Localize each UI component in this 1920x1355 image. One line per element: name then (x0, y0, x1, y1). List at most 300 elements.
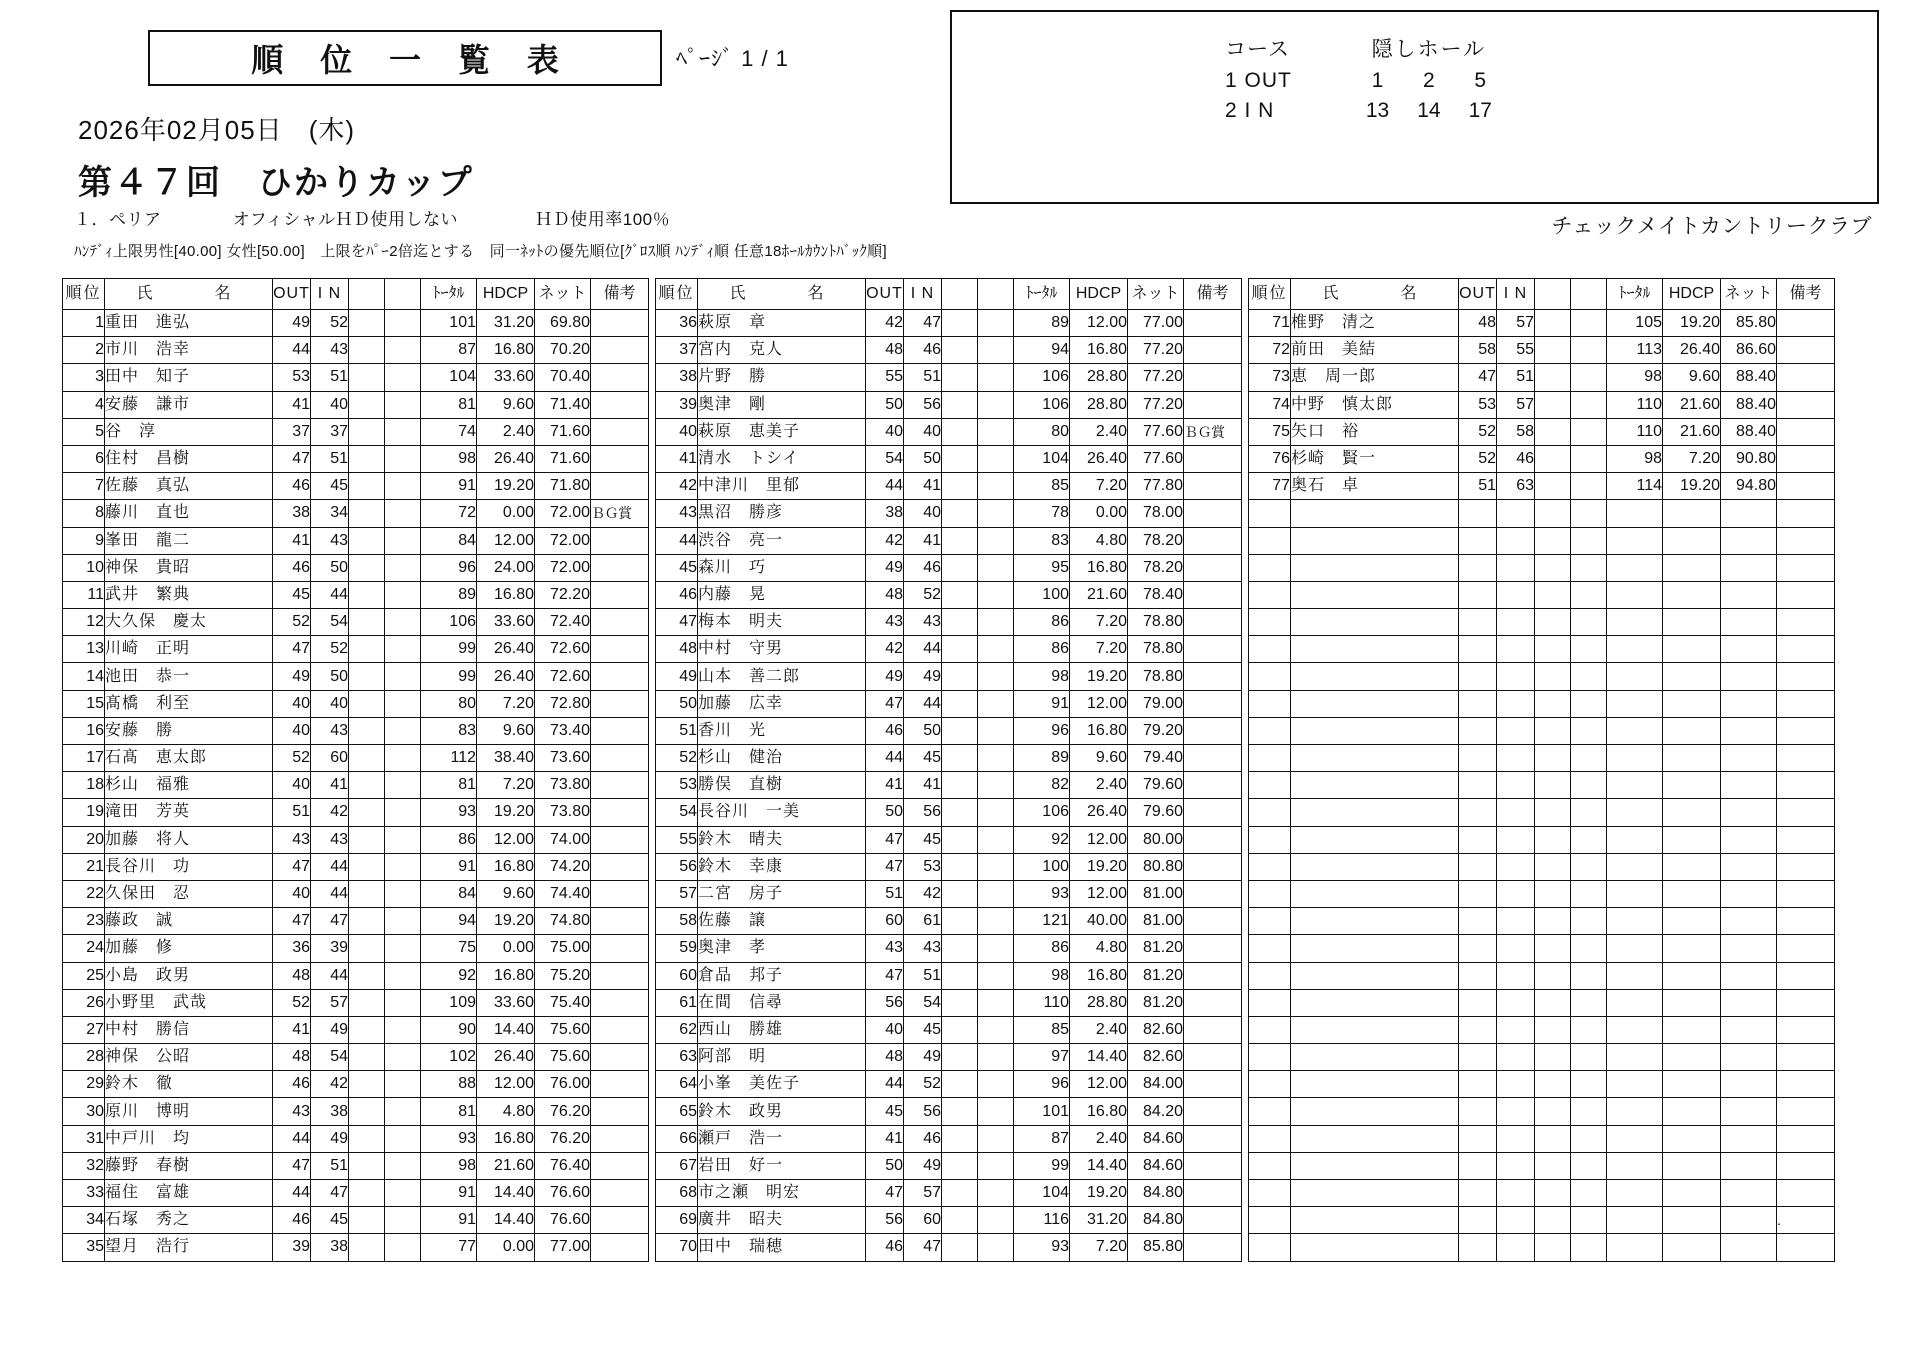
score-note: . (1777, 1207, 1835, 1234)
blank-cell-1 (942, 337, 978, 364)
score-net (1721, 1152, 1777, 1179)
score-total: 109 (421, 989, 477, 1016)
player-rank: 49 (656, 663, 698, 690)
player-name (1291, 1016, 1459, 1043)
score-total: 116 (1014, 1207, 1070, 1234)
table-row (63, 826, 649, 853)
score-in: 43 (311, 826, 349, 853)
score-total: 80 (1014, 418, 1070, 445)
score-note (591, 636, 649, 663)
hidden-hole: 17 (1468, 99, 1492, 122)
score-out: 53 (1459, 391, 1497, 418)
blank-cell-1 (349, 717, 385, 744)
player-name (1291, 880, 1459, 907)
score-out: 40 (273, 690, 311, 717)
score-total (1607, 745, 1663, 772)
player-rank: 34 (63, 1207, 105, 1234)
score-hdcp: 31.20 (1070, 1207, 1128, 1234)
blank-cell-1 (349, 581, 385, 608)
player-name (1291, 690, 1459, 717)
table-row (656, 717, 1242, 744)
blank-column-header-1 (942, 279, 978, 310)
score-net: 79.60 (1128, 772, 1184, 799)
score-note (1184, 962, 1242, 989)
score-hdcp (1663, 554, 1721, 581)
blank-cell-1 (349, 1125, 385, 1152)
score-note (1777, 880, 1835, 907)
score-out: 52 (273, 989, 311, 1016)
player-rank (1249, 962, 1291, 989)
score-out: 49 (866, 663, 904, 690)
score-net: 78.80 (1128, 609, 1184, 636)
score-total: 82 (1014, 772, 1070, 799)
blank-cell-1 (349, 1098, 385, 1125)
score-in: 46 (904, 554, 942, 581)
blank-cell-1 (349, 745, 385, 772)
player-rank (1249, 554, 1291, 581)
score-in: 41 (904, 473, 942, 500)
score-hdcp (1663, 609, 1721, 636)
player-name: 原川 博明 (105, 1098, 273, 1125)
score-hdcp: 12.00 (1070, 880, 1128, 907)
player-rank (1249, 1125, 1291, 1152)
score-in: 43 (904, 935, 942, 962)
score-net: 90.80 (1721, 445, 1777, 472)
score-in (1497, 1152, 1535, 1179)
score-net: 74.20 (535, 853, 591, 880)
player-name: 加藤 広幸 (698, 690, 866, 717)
table-row (656, 989, 1242, 1016)
score-hdcp (1663, 1125, 1721, 1152)
score-out (1459, 1016, 1497, 1043)
score-hdcp: 7.20 (1070, 609, 1128, 636)
blank-cell-2 (978, 445, 1014, 472)
player-rank: 40 (656, 418, 698, 445)
score-in: 41 (904, 527, 942, 554)
score-note (591, 609, 649, 636)
score-note (1777, 445, 1835, 472)
score-in: 45 (311, 1207, 349, 1234)
blank-cell-1 (942, 908, 978, 935)
table-row (63, 1152, 649, 1179)
blank-cell-2 (385, 527, 421, 554)
blank-cell-2 (1571, 799, 1607, 826)
table-row (63, 690, 649, 717)
score-in: 45 (904, 826, 942, 853)
score-total (1607, 826, 1663, 853)
score-net: 74.80 (535, 908, 591, 935)
score-hdcp: 7.20 (1070, 473, 1128, 500)
player-name: 奥津 剛 (698, 391, 866, 418)
table-row (656, 418, 1242, 445)
score-note (1777, 337, 1835, 364)
blank-cell-2 (1571, 935, 1607, 962)
score-total: 93 (421, 799, 477, 826)
score-hdcp: 26.40 (1663, 337, 1721, 364)
score-in: 61 (904, 908, 942, 935)
score-note (1777, 745, 1835, 772)
score-out: 56 (866, 989, 904, 1016)
blank-cell-1 (942, 391, 978, 418)
player-rank: 4 (63, 391, 105, 418)
table-row (656, 500, 1242, 527)
course-row (1217, 66, 1506, 96)
player-rank: 41 (656, 445, 698, 472)
score-out: 47 (866, 1180, 904, 1207)
table-row (1249, 418, 1835, 445)
score-note (1777, 799, 1835, 826)
score-note (1184, 1152, 1242, 1179)
score-note (1777, 908, 1835, 935)
score-note (591, 690, 649, 717)
score-in: 56 (904, 799, 942, 826)
blank-cell-2 (385, 310, 421, 337)
score-net: 73.80 (535, 772, 591, 799)
score-out: 50 (866, 799, 904, 826)
score-out: 48 (866, 581, 904, 608)
table-row (1249, 1207, 1835, 1234)
score-total: 110 (1014, 989, 1070, 1016)
blank-column-header-2 (1571, 279, 1607, 310)
blank-cell-2 (978, 690, 1014, 717)
player-rank (1249, 908, 1291, 935)
score-note (1777, 609, 1835, 636)
score-out: 40 (866, 418, 904, 445)
blank-cell-1 (1535, 1016, 1571, 1043)
score-in: 52 (311, 636, 349, 663)
score-out: 48 (1459, 310, 1497, 337)
table-row (63, 772, 649, 799)
blank-cell-1 (349, 500, 385, 527)
blank-cell-1 (1535, 1044, 1571, 1071)
score-note (1777, 310, 1835, 337)
blank-cell-1 (349, 1207, 385, 1234)
score-table-3 (1248, 278, 1835, 1262)
player-name (1291, 581, 1459, 608)
score-note (1184, 1098, 1242, 1125)
blank-column-header-1 (1535, 279, 1571, 310)
out-column-header: OUT (1459, 279, 1497, 310)
score-note (591, 364, 649, 391)
score-net: 73.80 (535, 799, 591, 826)
score-in: 41 (904, 772, 942, 799)
blank-cell-1 (942, 445, 978, 472)
table-row (63, 554, 649, 581)
score-total: 100 (1014, 853, 1070, 880)
score-hdcp: 19.20 (477, 908, 535, 935)
score-note (1184, 581, 1242, 608)
score-in: 40 (904, 500, 942, 527)
score-net (1721, 1234, 1777, 1261)
score-in: 38 (311, 1234, 349, 1261)
score-total: 92 (1014, 826, 1070, 853)
score-hdcp (1663, 826, 1721, 853)
score-total (1607, 989, 1663, 1016)
score-total: 81 (421, 1098, 477, 1125)
blank-cell-2 (385, 581, 421, 608)
blank-cell-2 (978, 908, 1014, 935)
score-hdcp: 21.60 (1070, 581, 1128, 608)
blank-cell-2 (1571, 418, 1607, 445)
score-net (1721, 772, 1777, 799)
score-net (1721, 500, 1777, 527)
score-in (1497, 1234, 1535, 1261)
score-in (1497, 1016, 1535, 1043)
player-name: 梅本 明夫 (698, 609, 866, 636)
score-total: 96 (1014, 1071, 1070, 1098)
score-hdcp: 19.20 (1070, 663, 1128, 690)
blank-cell-1 (349, 663, 385, 690)
score-total: 101 (421, 310, 477, 337)
score-total: 78 (1014, 500, 1070, 527)
player-name: 二宮 房子 (698, 880, 866, 907)
blank-cell-1 (942, 1098, 978, 1125)
score-hdcp: 28.80 (1070, 989, 1128, 1016)
blank-cell-2 (1571, 1234, 1607, 1261)
score-out: 44 (273, 1180, 311, 1207)
blank-cell-1 (349, 853, 385, 880)
table-row (656, 1152, 1242, 1179)
player-name: 佐藤 真弘 (105, 473, 273, 500)
blank-cell-1 (349, 1152, 385, 1179)
table-row (656, 908, 1242, 935)
score-in: 51 (311, 364, 349, 391)
hidden-hole: 13 (1365, 99, 1390, 122)
blank-cell-1 (942, 636, 978, 663)
player-rank: 75 (1249, 418, 1291, 445)
score-in: 38 (311, 1098, 349, 1125)
score-in (1497, 772, 1535, 799)
blank-cell-2 (385, 473, 421, 500)
blank-cell-2 (1571, 1207, 1607, 1234)
player-rank (1249, 772, 1291, 799)
player-name: 藤政 誠 (105, 908, 273, 935)
player-rank: 8 (63, 500, 105, 527)
score-in: 49 (904, 663, 942, 690)
score-out: 43 (273, 1098, 311, 1125)
blank-cell-1 (942, 772, 978, 799)
score-note (1777, 473, 1835, 500)
score-net: 73.60 (535, 745, 591, 772)
score-in (1497, 1207, 1535, 1234)
table-row (63, 853, 649, 880)
score-out: 42 (866, 527, 904, 554)
score-net: 77.20 (1128, 337, 1184, 364)
player-rank: 11 (63, 581, 105, 608)
table-row (656, 799, 1242, 826)
player-rank: 32 (63, 1152, 105, 1179)
score-net (1721, 554, 1777, 581)
score-in: 54 (311, 1044, 349, 1071)
blank-cell-2 (1571, 1152, 1607, 1179)
score-in: 34 (311, 500, 349, 527)
score-net: 88.40 (1721, 391, 1777, 418)
score-in (1497, 935, 1535, 962)
score-net: 76.40 (535, 1152, 591, 1179)
score-out: 60 (866, 908, 904, 935)
score-net (1721, 745, 1777, 772)
score-hdcp (1663, 989, 1721, 1016)
score-total: 113 (1607, 337, 1663, 364)
score-in: 52 (904, 581, 942, 608)
score-net: 84.80 (1128, 1207, 1184, 1234)
player-rank: 37 (656, 337, 698, 364)
player-name: 萩原 章 (698, 310, 866, 337)
score-out: 47 (866, 826, 904, 853)
player-rank: 67 (656, 1152, 698, 1179)
player-rank: 47 (656, 609, 698, 636)
player-rank: 70 (656, 1234, 698, 1261)
player-name: 片野 勝 (698, 364, 866, 391)
blank-cell-2 (1571, 473, 1607, 500)
blank-cell-1 (349, 1016, 385, 1043)
hdcp-column-header: HDCP (1070, 279, 1128, 310)
score-hdcp: 38.40 (477, 745, 535, 772)
table-row (656, 663, 1242, 690)
score-in: 45 (904, 745, 942, 772)
player-rank: 50 (656, 690, 698, 717)
score-in: 44 (311, 880, 349, 907)
player-name: 峯田 龍二 (105, 527, 273, 554)
score-out (1459, 1044, 1497, 1071)
player-name (1291, 527, 1459, 554)
score-in (1497, 826, 1535, 853)
score-hdcp: 21.60 (1663, 391, 1721, 418)
player-name: 住村 昌樹 (105, 445, 273, 472)
score-hdcp: 0.00 (477, 1234, 535, 1261)
score-net (1721, 826, 1777, 853)
score-hdcp: 0.00 (1070, 500, 1128, 527)
score-net: 84.60 (1128, 1152, 1184, 1179)
table-row (656, 1098, 1242, 1125)
rule-hd-rate: ＨＤ使用率100％ (535, 210, 671, 229)
score-net: 72.80 (535, 690, 591, 717)
handicap-note: ﾊﾝﾃﾞｨ上限男性[40.00] 女性[50.00] 上限をﾊﾟｰ2倍迄とする 同一ﾈｯﾄの優先順位[ｸﾞﾛｽ順 ﾊﾝﾃﾞｨ順 任意18ﾎｰﾙｶｳﾝﾄﾊﾞｯｸ順] (74, 243, 887, 260)
blank-cell-1 (1535, 880, 1571, 907)
blank-cell-2 (385, 364, 421, 391)
score-net: 74.00 (535, 826, 591, 853)
score-net (1721, 908, 1777, 935)
in-column-header: I N (1497, 279, 1535, 310)
blank-cell-1 (349, 1044, 385, 1071)
player-name: 池田 恭一 (105, 663, 273, 690)
score-net: 76.60 (535, 1207, 591, 1234)
score-note (591, 1234, 649, 1261)
rule-line (74, 205, 670, 230)
player-name: 谷 淳 (105, 418, 273, 445)
out-column-header: OUT (866, 279, 904, 310)
score-hdcp: 16.80 (477, 581, 535, 608)
player-rank (1249, 1071, 1291, 1098)
score-total (1607, 799, 1663, 826)
table-row (63, 717, 649, 744)
table-row (1249, 826, 1835, 853)
score-net: 71.80 (535, 473, 591, 500)
player-rank: 24 (63, 935, 105, 962)
table-row (1249, 636, 1835, 663)
score-note (1184, 609, 1242, 636)
blank-cell-1 (1535, 1234, 1571, 1261)
score-out: 47 (866, 853, 904, 880)
score-in: 43 (311, 717, 349, 744)
score-net: 84.60 (1128, 1125, 1184, 1152)
player-name (1291, 554, 1459, 581)
score-hdcp: 33.60 (477, 609, 535, 636)
player-name: 清水 トシイ (698, 445, 866, 472)
score-out: 41 (273, 527, 311, 554)
score-note (1184, 880, 1242, 907)
score-total: 85 (1014, 473, 1070, 500)
score-out (1459, 1180, 1497, 1207)
score-net: 79.60 (1128, 799, 1184, 826)
score-note (591, 527, 649, 554)
blank-cell-2 (978, 391, 1014, 418)
player-rank: 12 (63, 609, 105, 636)
score-total: 91 (421, 473, 477, 500)
score-note (1184, 717, 1242, 744)
player-name: 小峯 美佐子 (698, 1071, 866, 1098)
player-rank (1249, 1234, 1291, 1261)
score-in (1497, 799, 1535, 826)
score-hdcp (1663, 663, 1721, 690)
blank-cell-2 (978, 1044, 1014, 1071)
score-out: 40 (273, 880, 311, 907)
out-column-header: OUT (273, 279, 311, 310)
player-rank: 62 (656, 1016, 698, 1043)
score-note (591, 1180, 649, 1207)
player-rank: 10 (63, 554, 105, 581)
score-out (1459, 908, 1497, 935)
blank-cell-2 (1571, 908, 1607, 935)
score-out: 44 (866, 1071, 904, 1098)
rank-column-header: 順位 (63, 279, 105, 310)
score-net (1721, 1071, 1777, 1098)
player-rank: 35 (63, 1234, 105, 1261)
score-net: 82.60 (1128, 1044, 1184, 1071)
player-rank (1249, 1044, 1291, 1071)
blank-cell-1 (942, 962, 978, 989)
player-rank: 77 (1249, 473, 1291, 500)
score-net (1721, 690, 1777, 717)
player-name: 萩原 恵美子 (698, 418, 866, 445)
score-total (1607, 935, 1663, 962)
blank-cell-2 (385, 1234, 421, 1261)
score-hdcp: 12.00 (1070, 1071, 1128, 1098)
score-hdcp: 19.20 (1663, 310, 1721, 337)
score-note (1777, 772, 1835, 799)
score-hdcp (1663, 527, 1721, 554)
score-hdcp: 33.60 (477, 364, 535, 391)
score-note (1777, 581, 1835, 608)
table-row (1249, 554, 1835, 581)
score-hdcp: 9.60 (477, 880, 535, 907)
score-net (1721, 1044, 1777, 1071)
score-note (1777, 1180, 1835, 1207)
blank-cell-1 (349, 337, 385, 364)
table-row (1249, 1098, 1835, 1125)
score-net: 77.20 (1128, 364, 1184, 391)
blank-cell-2 (385, 935, 421, 962)
player-rank: 52 (656, 745, 698, 772)
score-in: 50 (311, 663, 349, 690)
score-net (1721, 1125, 1777, 1152)
player-name: 神保 公昭 (105, 1044, 273, 1071)
blank-cell-1 (942, 826, 978, 853)
player-rank: 29 (63, 1071, 105, 1098)
player-rank (1249, 609, 1291, 636)
table-row (63, 880, 649, 907)
score-note: ＢＧ賞 (1184, 418, 1242, 445)
